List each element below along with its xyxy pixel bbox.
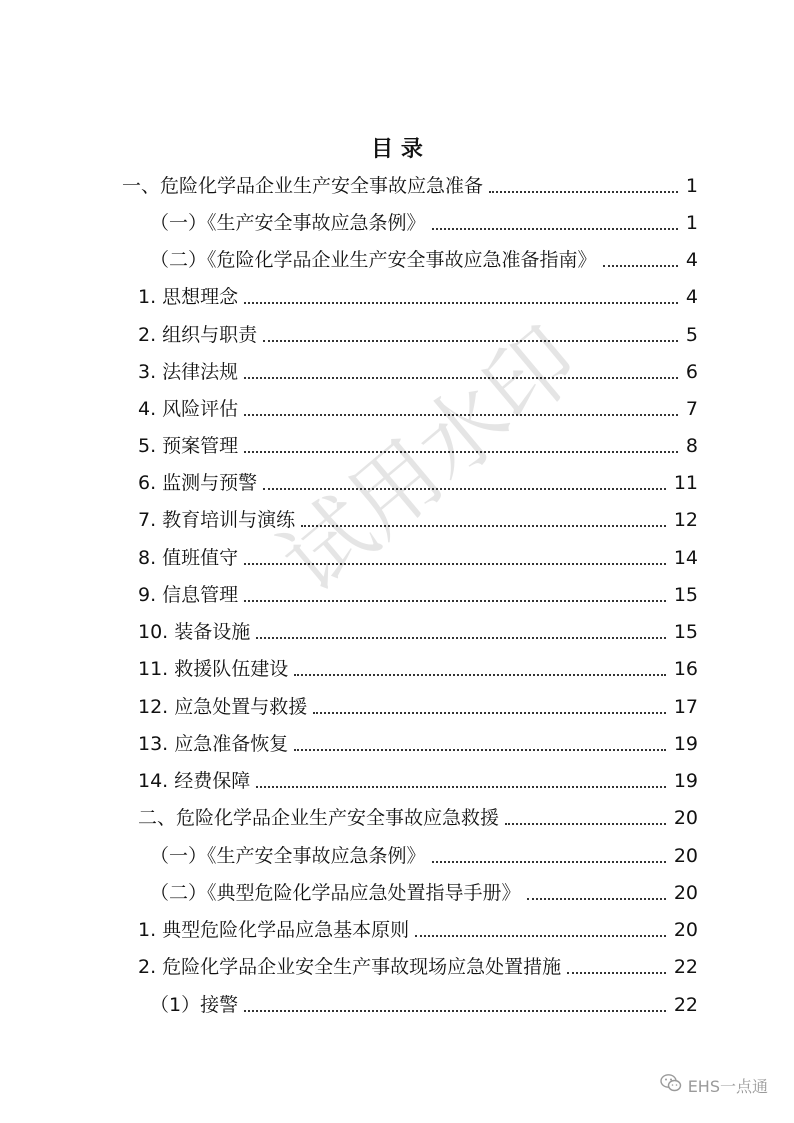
wechat-icon — [660, 1073, 682, 1097]
toc-entry-label: （1）接警 — [150, 994, 239, 1016]
dot-leader — [432, 228, 678, 230]
toc-entry[interactable] — [150, 990, 698, 1020]
dot-leader — [527, 898, 666, 900]
toc-entry-label: 7. 教育培训与演练 — [138, 509, 296, 531]
toc-entry[interactable] — [138, 952, 698, 982]
toc-entry[interactable] — [138, 320, 698, 350]
toc-entry[interactable] — [138, 729, 698, 759]
toc-entry-label: （二）《典型危险化学品应急处置指导手册》 — [150, 882, 521, 904]
toc-entry-page: 14 — [673, 547, 698, 569]
toc-entry-page: 19 — [673, 770, 698, 792]
toc-entry-page: 5 — [685, 324, 698, 346]
toc-entry-page: 4 — [685, 286, 698, 308]
toc-entry[interactable] — [138, 580, 698, 610]
toc-entry-page: 17 — [673, 696, 698, 718]
dot-leader — [244, 1010, 666, 1012]
toc-entry[interactable] — [150, 208, 698, 238]
toc-entry-page: 1 — [685, 212, 698, 234]
toc-entry-label: 6. 监测与预警 — [138, 472, 258, 494]
toc-entry[interactable] — [150, 878, 698, 908]
toc-entry-label: 14. 经费保障 — [138, 770, 251, 792]
toc-entry[interactable] — [138, 654, 698, 684]
toc-entry-label: 1. 思想理念 — [138, 286, 239, 308]
toc-entry-page: 15 — [673, 621, 698, 643]
toc-entry[interactable] — [138, 617, 698, 647]
toc-entry-page: 4 — [685, 249, 698, 271]
dot-leader — [603, 265, 678, 267]
dot-leader — [432, 861, 666, 863]
toc-entry[interactable] — [150, 245, 698, 275]
toc-entry[interactable] — [122, 171, 698, 201]
dot-leader — [256, 786, 666, 788]
dot-leader — [244, 302, 678, 304]
toc-entry-page: 8 — [685, 435, 698, 457]
toc-entry[interactable] — [138, 915, 698, 945]
toc-entry[interactable] — [150, 841, 698, 871]
toc-entry-page: 22 — [673, 956, 698, 978]
toc-entry-page: 20 — [673, 807, 698, 829]
toc-entry-label: 10. 装备设施 — [138, 621, 251, 643]
dot-leader — [505, 823, 666, 825]
toc-entry-page: 11 — [673, 472, 698, 494]
dot-leader — [294, 674, 666, 676]
toc-entry-page: 6 — [685, 361, 698, 383]
toc-entry-label: 1. 典型危险化学品应急基本原则 — [138, 919, 410, 941]
dot-leader — [567, 972, 666, 974]
watermark: 试用水印 — [261, 307, 598, 613]
dot-leader — [294, 749, 666, 751]
toc-entry-page: 1 — [685, 175, 698, 197]
toc-entry-label: （一）《生产安全事故应急条例》 — [150, 845, 426, 867]
toc-entry-label: 12. 应急处置与救援 — [138, 696, 308, 718]
toc-entry-page: 20 — [673, 845, 698, 867]
toc-entry-page: 22 — [673, 994, 698, 1016]
toc-entry-page: 20 — [673, 919, 698, 941]
dot-leader — [313, 712, 666, 714]
toc-entry-page: 20 — [673, 882, 698, 904]
toc-entry[interactable] — [138, 543, 698, 573]
toc-entry-label: 9. 信息管理 — [138, 584, 239, 606]
toc-entry-label: 2. 组织与职责 — [138, 324, 258, 346]
toc-entry-page: 7 — [685, 398, 698, 420]
toc-entry-label: 8. 值班值守 — [138, 547, 239, 569]
toc-entry[interactable] — [138, 803, 698, 833]
dot-leader — [489, 191, 678, 193]
toc-entry-label: （一）《生产安全事故应急条例》 — [150, 212, 426, 234]
toc-entry-label: 3. 法律法规 — [138, 361, 239, 383]
toc-entry-label: 2. 危险化学品企业安全生产事故现场应急处置措施 — [138, 956, 562, 978]
toc-entry[interactable] — [138, 766, 698, 796]
toc-entry-label: 5. 预案管理 — [138, 435, 239, 457]
brand-label: EHS一点通 — [687, 1076, 768, 1096]
brand — [660, 1073, 768, 1097]
toc-entry-page: 15 — [673, 584, 698, 606]
toc-entry-label: （二）《危险化学品企业生产安全事故应急准备指南》 — [150, 249, 597, 271]
dot-leader — [415, 935, 666, 937]
toc-entry[interactable] — [138, 282, 698, 312]
toc-entry-label: 一、危险化学品企业生产安全事故应急准备 — [122, 175, 484, 197]
toc-entry-page: 19 — [673, 733, 698, 755]
toc-entry[interactable] — [138, 692, 698, 722]
toc-entry-page: 12 — [673, 509, 698, 531]
page-title: 目 录 — [371, 137, 423, 162]
dot-leader — [244, 600, 666, 602]
toc-entry-label: 4. 风险评估 — [138, 398, 239, 420]
dot-leader — [256, 637, 666, 639]
toc-entry-label: 二、危险化学品企业生产安全事故应急救援 — [138, 807, 500, 829]
toc-entry-label: 13. 应急准备恢复 — [138, 733, 289, 755]
toc-entry-page: 16 — [673, 658, 698, 680]
toc-entry-label: 11. 救援队伍建设 — [138, 658, 289, 680]
